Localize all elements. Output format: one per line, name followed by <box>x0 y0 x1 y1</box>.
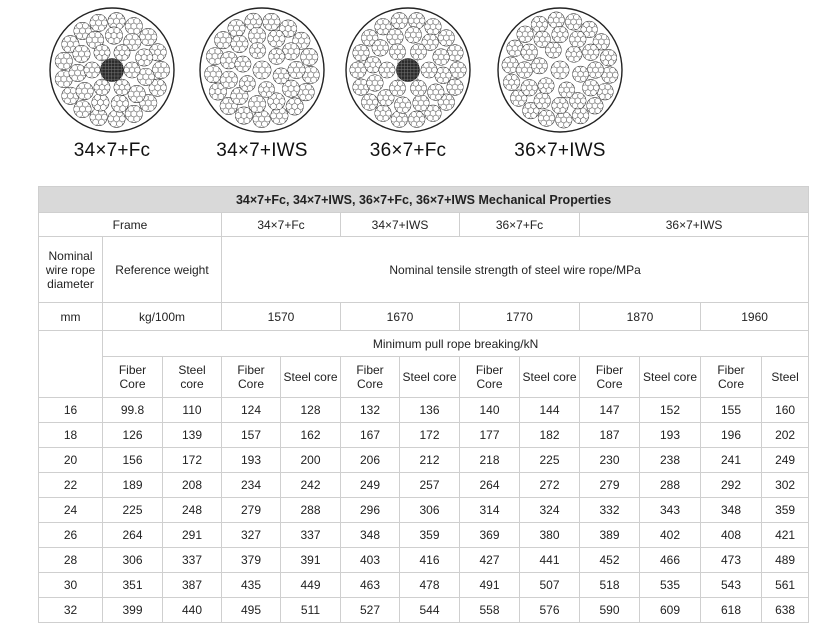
rope-34x7-fc-label: 34×7+Fc <box>73 140 151 161</box>
value-cell: 139 <box>163 423 222 448</box>
diameter-cell: 28 <box>39 548 103 573</box>
value-cell: 348 <box>341 523 400 548</box>
strength-1570: 1570 <box>222 303 341 331</box>
core-header: Steel core <box>400 357 460 398</box>
value-cell: 463 <box>341 573 400 598</box>
core-header: Steel core <box>640 357 701 398</box>
core-header: Fiber Core <box>580 357 640 398</box>
value-cell: 387 <box>163 573 222 598</box>
rope-36x7-fc-label: 36×7+Fc <box>369 140 447 161</box>
value-cell: 314 <box>460 498 520 523</box>
value-cell: 473 <box>701 548 762 573</box>
value-cell: 140 <box>460 398 520 423</box>
reference-weight-header: Reference weight <box>103 237 222 303</box>
table-row <box>39 598 809 623</box>
value-cell: 558 <box>460 598 520 623</box>
value-cell: 212 <box>400 448 460 473</box>
value-cell: 518 <box>580 573 640 598</box>
diameter-cell: 22 <box>39 473 103 498</box>
diameter-header: Nominal wire rope diameter <box>39 237 103 303</box>
value-cell: 327 <box>222 523 281 548</box>
rope-34x7-iws-cross-section-diagram <box>198 6 326 134</box>
core-header: Steel <box>762 357 809 398</box>
value-cell: 535 <box>640 573 701 598</box>
value-cell: 288 <box>640 473 701 498</box>
value-cell: 291 <box>163 523 222 548</box>
rope-34x7-iws <box>192 6 332 162</box>
blank-cell <box>39 331 103 398</box>
value-cell: 402 <box>640 523 701 548</box>
table-row <box>39 423 809 448</box>
strength-1960: 1960 <box>701 303 809 331</box>
rope-36x7-fc <box>338 6 478 162</box>
value-cell: 399 <box>103 598 163 623</box>
core-header-row <box>39 357 809 398</box>
value-cell: 576 <box>520 598 580 623</box>
value-cell: 182 <box>520 423 580 448</box>
diameter-cell: 24 <box>39 498 103 523</box>
strength-1870: 1870 <box>580 303 701 331</box>
value-cell: 208 <box>163 473 222 498</box>
value-cell: 452 <box>580 548 640 573</box>
value-cell: 638 <box>762 598 809 623</box>
value-cell: 441 <box>520 548 580 573</box>
value-cell: 478 <box>400 573 460 598</box>
table-title: 34×7+Fc, 34×7+IWS, 36×7+Fc, 36×7+IWS Mechanical Properties <box>39 187 809 213</box>
value-cell: 167 <box>341 423 400 448</box>
diameter-unit: mm <box>39 303 103 331</box>
value-cell: 435 <box>222 573 281 598</box>
value-cell: 128 <box>281 398 341 423</box>
value-cell: 507 <box>520 573 580 598</box>
value-cell: 225 <box>520 448 580 473</box>
value-cell: 248 <box>163 498 222 523</box>
core-header: Steel core <box>281 357 341 398</box>
value-cell: 200 <box>281 448 341 473</box>
value-cell: 264 <box>460 473 520 498</box>
core-header: Fiber Core <box>341 357 400 398</box>
value-cell: 193 <box>640 423 701 448</box>
value-cell: 491 <box>460 573 520 598</box>
value-cell: 302 <box>762 473 809 498</box>
value-cell: 440 <box>163 598 222 623</box>
value-cell: 230 <box>580 448 640 473</box>
diameter-cell: 26 <box>39 523 103 548</box>
value-cell: 427 <box>460 548 520 573</box>
value-cell: 288 <box>281 498 341 523</box>
core-header: Fiber Core <box>701 357 762 398</box>
value-cell: 156 <box>103 448 163 473</box>
value-cell: 234 <box>222 473 281 498</box>
core-header: Fiber Core <box>222 357 281 398</box>
value-cell: 172 <box>163 448 222 473</box>
value-cell: 241 <box>701 448 762 473</box>
core-header: Fiber Core <box>460 357 520 398</box>
weight-unit: kg/100m <box>103 303 222 331</box>
table-row <box>39 473 809 498</box>
core-header: Fiber Core <box>103 357 163 398</box>
core-header: Steel core <box>163 357 222 398</box>
value-cell: 155 <box>701 398 762 423</box>
value-cell: 380 <box>520 523 580 548</box>
value-cell: 264 <box>103 523 163 548</box>
table-row <box>39 448 809 473</box>
diameter-cell: 20 <box>39 448 103 473</box>
frame-34x7-fc: 34×7+Fc <box>222 213 341 237</box>
value-cell: 160 <box>762 398 809 423</box>
value-cell: 249 <box>341 473 400 498</box>
table-row <box>39 548 809 573</box>
value-cell: 152 <box>640 398 701 423</box>
value-cell: 172 <box>400 423 460 448</box>
value-cell: 408 <box>701 523 762 548</box>
value-cell: 136 <box>400 398 460 423</box>
strength-1770: 1770 <box>460 303 580 331</box>
diameter-cell: 18 <box>39 423 103 448</box>
rope-diagrams <box>0 0 834 180</box>
value-cell: 495 <box>222 598 281 623</box>
value-cell: 279 <box>580 473 640 498</box>
value-cell: 144 <box>520 398 580 423</box>
table-row <box>39 573 809 598</box>
value-cell: 337 <box>281 523 341 548</box>
value-cell: 132 <box>341 398 400 423</box>
value-cell: 416 <box>400 548 460 573</box>
value-cell: 359 <box>400 523 460 548</box>
value-cell: 238 <box>640 448 701 473</box>
value-cell: 206 <box>341 448 400 473</box>
value-cell: 110 <box>163 398 222 423</box>
diameter-cell: 16 <box>39 398 103 423</box>
value-cell: 609 <box>640 598 701 623</box>
value-cell: 332 <box>580 498 640 523</box>
value-cell: 249 <box>762 448 809 473</box>
frame-34x7-iws: 34×7+IWS <box>341 213 460 237</box>
table-row <box>39 523 809 548</box>
value-cell: 351 <box>103 573 163 598</box>
core-header: Steel core <box>520 357 580 398</box>
value-cell: 147 <box>580 398 640 423</box>
value-cell: 187 <box>580 423 640 448</box>
value-cell: 618 <box>701 598 762 623</box>
rope-34x7-fc-cross-section-diagram <box>48 6 176 134</box>
value-cell: 306 <box>400 498 460 523</box>
value-cell: 449 <box>281 573 341 598</box>
value-cell: 359 <box>762 498 809 523</box>
value-cell: 337 <box>163 548 222 573</box>
value-cell: 389 <box>580 523 640 548</box>
table-row <box>39 398 809 423</box>
diameter-cell: 30 <box>39 573 103 598</box>
table-data-body <box>39 398 809 623</box>
value-cell: 157 <box>222 423 281 448</box>
value-cell: 99.8 <box>103 398 163 423</box>
value-cell: 296 <box>341 498 400 523</box>
mechanical-properties-table <box>38 186 809 623</box>
value-cell: 403 <box>341 548 400 573</box>
strength-1670: 1670 <box>341 303 460 331</box>
value-cell: 306 <box>103 548 163 573</box>
value-cell: 193 <box>222 448 281 473</box>
tensile-strength-header: Nominal tensile strength of steel wire rope/MPa <box>222 237 809 303</box>
value-cell: 544 <box>400 598 460 623</box>
rope-34x7-iws-label: 34×7+IWS <box>216 140 308 161</box>
value-cell: 177 <box>460 423 520 448</box>
rope-36x7-fc-cross-section-diagram <box>344 6 472 134</box>
value-cell: 292 <box>701 473 762 498</box>
value-cell: 466 <box>640 548 701 573</box>
value-cell: 218 <box>460 448 520 473</box>
value-cell: 590 <box>580 598 640 623</box>
value-cell: 348 <box>701 498 762 523</box>
value-cell: 543 <box>701 573 762 598</box>
value-cell: 272 <box>520 473 580 498</box>
value-cell: 343 <box>640 498 701 523</box>
value-cell: 511 <box>281 598 341 623</box>
frame-36x7-fc: 36×7+Fc <box>460 213 580 237</box>
min-pull-header: Minimum pull rope breaking/kN <box>103 331 809 357</box>
value-cell: 379 <box>222 548 281 573</box>
value-cell: 279 <box>222 498 281 523</box>
diameter-cell: 32 <box>39 598 103 623</box>
rope-36x7-iws <box>490 6 630 162</box>
value-cell: 257 <box>400 473 460 498</box>
frame-36x7-iws: 36×7+IWS <box>580 213 809 237</box>
rope-36x7-iws-label: 36×7+IWS <box>514 140 606 161</box>
value-cell: 126 <box>103 423 163 448</box>
value-cell: 391 <box>281 548 341 573</box>
value-cell: 196 <box>701 423 762 448</box>
value-cell: 324 <box>520 498 580 523</box>
value-cell: 189 <box>103 473 163 498</box>
value-cell: 369 <box>460 523 520 548</box>
value-cell: 242 <box>281 473 341 498</box>
rope-36x7-iws-cross-section-diagram <box>496 6 624 134</box>
value-cell: 489 <box>762 548 809 573</box>
value-cell: 421 <box>762 523 809 548</box>
value-cell: 202 <box>762 423 809 448</box>
value-cell: 561 <box>762 573 809 598</box>
value-cell: 124 <box>222 398 281 423</box>
rope-34x7-fc <box>42 6 182 162</box>
table-row <box>39 498 809 523</box>
value-cell: 162 <box>281 423 341 448</box>
value-cell: 527 <box>341 598 400 623</box>
frame-label: Frame <box>39 213 222 237</box>
value-cell: 225 <box>103 498 163 523</box>
